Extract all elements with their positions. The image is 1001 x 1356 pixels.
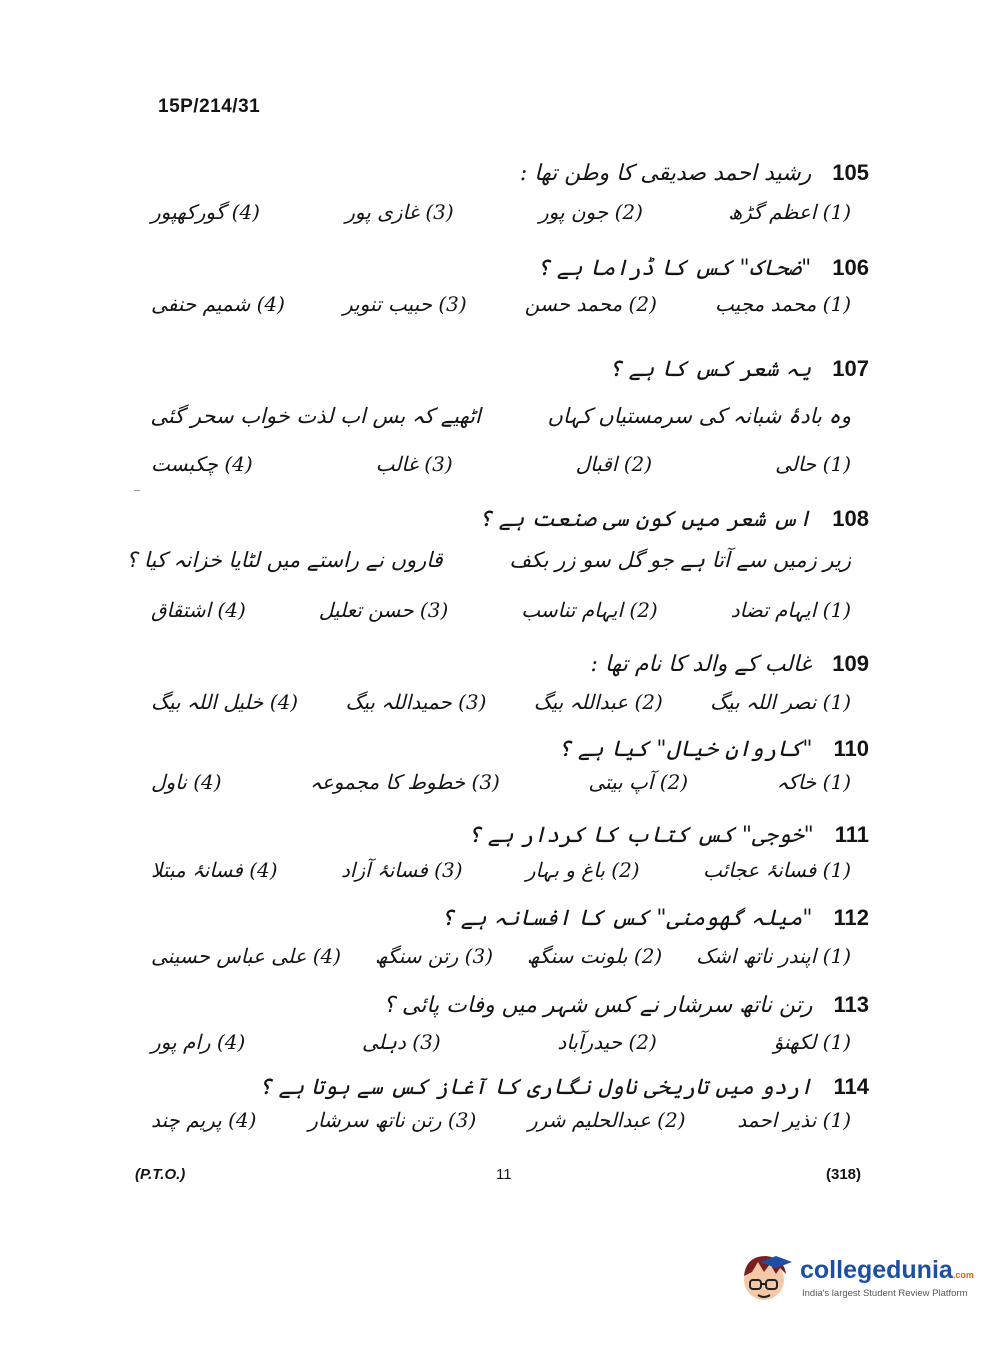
question-113 <box>149 992 869 1018</box>
option-2: (2) محمد حسن <box>524 292 657 316</box>
option-4: (4) اشتقاق <box>151 598 246 622</box>
verse-108 <box>126 548 851 572</box>
brand-tagline: India's largest Student Review Platform <box>802 1288 968 1299</box>
option-4: (4) رام پور <box>151 1030 246 1054</box>
option-1: (1) فسانۂ عجائب <box>703 858 851 882</box>
question-text: "کاروانِ خیال" کیا ہے ؟ <box>558 737 813 762</box>
question-number: 106 <box>832 255 869 280</box>
options-114 <box>151 1108 851 1132</box>
question-text: "میلہ گھومنی" کس کا افسانہ ہے ؟ <box>440 906 813 931</box>
verse-line-2: قاروں نے راستے میں لٹایا خزانہ کیا ؟ <box>126 548 443 572</box>
verse-line-2: اٹھیے کہ بس اب لذت خواب سحر گئی <box>150 404 481 428</box>
option-2: (2) عبدالحلیم شرر <box>528 1108 686 1132</box>
option-1: (1) محمد مجیب <box>714 292 851 316</box>
margin-mark <box>134 490 140 491</box>
option-1: (1) اپندر ناتھ اشک <box>696 944 851 968</box>
option-2: (2) عبداللہ بیگ <box>533 690 663 714</box>
options-113 <box>151 1030 851 1054</box>
question-108 <box>149 506 869 532</box>
question-text: یہ شعر کس کا ہے ؟ <box>608 357 812 382</box>
question-number: 114 <box>833 1074 869 1099</box>
question-text: غالب کے والد کا نام تھا : <box>590 652 812 677</box>
question-text: رشید احمد صدیقی کا وطن تھا : <box>519 161 812 186</box>
question-114 <box>149 1074 869 1100</box>
option-3: (3) حبیب تنویر <box>343 292 467 316</box>
option-3: (3) رتن سنگھ <box>375 944 494 968</box>
options-106 <box>151 292 851 316</box>
option-3: (3) خطوط کا مجموعہ <box>310 770 500 794</box>
options-105 <box>151 200 851 224</box>
option-2: (2) بلونت سنگھ <box>526 944 663 968</box>
question-110 <box>149 736 869 762</box>
mascot-logo-icon <box>740 1250 792 1306</box>
option-2: (2) اقبال <box>575 452 653 476</box>
option-4: (4) پریم چند <box>151 1108 257 1132</box>
option-1: (1) حالی <box>775 452 851 476</box>
question-number: 111 <box>834 822 869 847</box>
question-text: اردو میں تاریخی ناول نگاری کا آغاز کس سے ہوتا ہے ؟ <box>258 1075 813 1100</box>
option-2: (2) ایہام تناسب <box>521 598 658 622</box>
brand-name <box>800 1256 974 1285</box>
brand-text: collegedunia <box>800 1256 953 1284</box>
option-1: (1) نصر اللہ بیگ <box>710 690 851 714</box>
page-number: 11 <box>496 1166 512 1183</box>
verse-107 <box>150 404 851 428</box>
options-107 <box>151 452 851 476</box>
question-number: 110 <box>833 736 869 761</box>
collegedunia-watermark <box>740 1250 974 1310</box>
booklet-code: (318) <box>826 1166 862 1183</box>
option-3: (3) غالب <box>375 452 453 476</box>
option-4: (4) شمیم حنفی <box>151 292 285 316</box>
question-111 <box>149 822 869 848</box>
option-1: (1) ایہام تضاد <box>730 598 851 622</box>
brand-suffix: .com <box>952 1270 974 1280</box>
question-number: 107 <box>832 356 869 381</box>
question-text: اس شعر میں کون سی صنعت ہے ؟ <box>478 507 812 532</box>
option-2: (2) آپ بیتی <box>588 770 689 794</box>
question-number: 109 <box>832 651 869 676</box>
paper-code: 15P/214/31 <box>158 96 261 117</box>
question-106 <box>149 255 869 281</box>
option-3: (3) حسن تعلیل <box>318 598 449 622</box>
options-109 <box>151 690 851 714</box>
option-4: (4) خلیل اللہ بیگ <box>151 690 299 714</box>
question-112 <box>149 905 869 931</box>
question-number: 112 <box>833 905 869 930</box>
option-1: (1) لکھنؤ <box>773 1030 851 1054</box>
option-4: (4) فسانۂ مبتلا <box>151 858 278 882</box>
option-3: (3) غازی پور <box>345 200 454 224</box>
options-108 <box>151 598 851 622</box>
option-2: (2) باغ و بہار <box>525 858 640 882</box>
option-3: (3) رتن ناتھ سرشار <box>308 1108 477 1132</box>
verse-line-1: زیر زمیں سے آتا ہے جو گل سو زر بکف <box>509 548 851 572</box>
options-112 <box>151 944 851 968</box>
question-number: 105 <box>832 160 869 185</box>
options-111 <box>151 858 851 882</box>
question-text: "ضحاک" کس کا ڈراما ہے ؟ <box>536 256 812 281</box>
question-109 <box>149 651 869 677</box>
question-text: "خوجی" کس کتاب کا کردار ہے ؟ <box>467 823 814 848</box>
verse-line-1: وہ بادۂ شبانہ کی سرمستیاں کہاں <box>547 404 851 428</box>
question-number: 108 <box>832 506 869 531</box>
option-3: (3) فسانۂ آزاد <box>340 858 463 882</box>
option-4: (4) علی عباس حسینی <box>151 944 342 968</box>
question-107 <box>149 356 869 382</box>
question-text: رتن ناتھ سرشار نے کس شہر میں وفات پائی ؟ <box>383 993 813 1018</box>
question-105 <box>149 160 869 186</box>
option-3: (3) حمیداللہ بیگ <box>345 690 487 714</box>
option-4: (4) ناول <box>151 770 222 794</box>
option-1: (1) نذیر احمد <box>737 1108 851 1132</box>
option-3: (3) دہلی <box>362 1030 441 1054</box>
option-1: (1) اعظم گڑھ <box>728 200 851 224</box>
options-110 <box>151 770 851 794</box>
pto-label: (P.T.O.) <box>135 1166 186 1183</box>
option-2: (2) حیدرآباد <box>557 1030 657 1054</box>
option-1: (1) خاکہ <box>776 770 851 794</box>
option-4: (4) گورکھپور <box>151 200 260 224</box>
question-number: 113 <box>833 992 869 1017</box>
option-2: (2) جون پور <box>538 200 643 224</box>
option-4: (4) چکبست <box>151 452 253 476</box>
